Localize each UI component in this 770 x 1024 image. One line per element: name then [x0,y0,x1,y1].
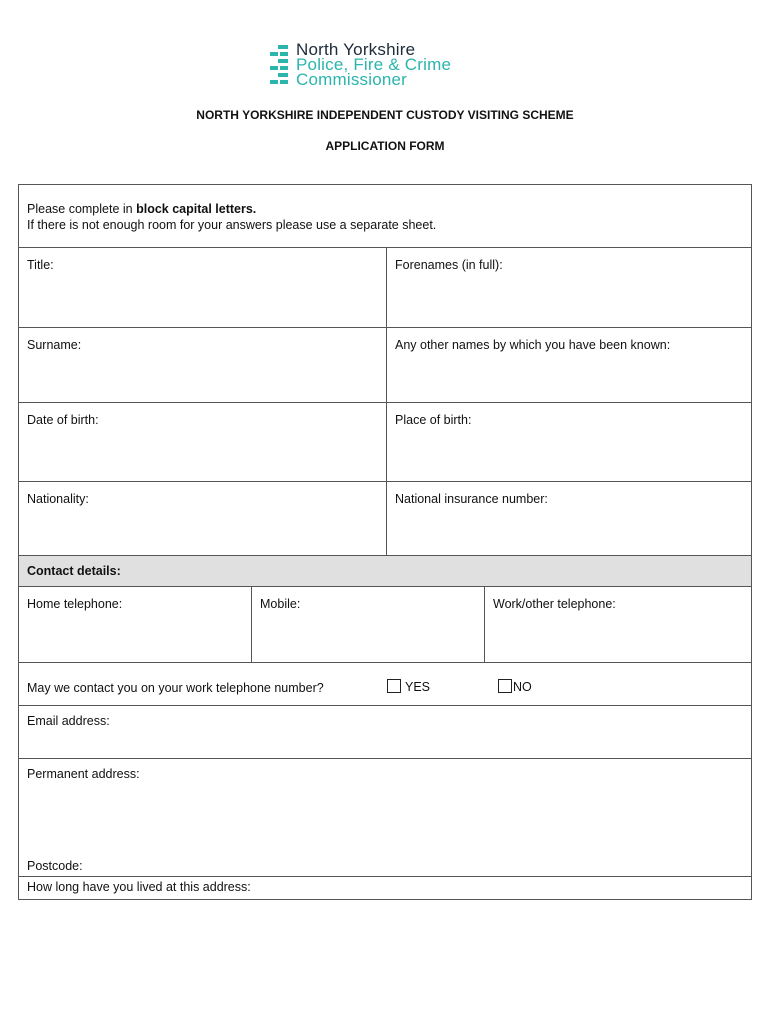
instructions-row [19,185,751,247]
surname-row [19,327,751,402]
logo-line-2: Police, Fire & Crime [296,55,452,74]
mobile-label: Mobile: [260,597,301,611]
nationality-row [19,481,751,555]
name-row [19,247,751,327]
logo-line-3: Commissioner [296,70,408,89]
stacked-bars-logo-icon [268,45,290,89]
duration-label: How long have you lived at this address: [27,880,251,894]
logo [268,42,508,92]
logo-text [296,42,451,87]
dob-label: Date of birth: [27,413,99,427]
pob-label: Place of birth: [395,413,472,427]
work-telephone-field[interactable] [484,587,751,662]
logo-line-1: North Yorkshire [296,40,416,59]
page-title: NORTH YORKSHIRE INDEPENDENT CUSTODY VISITING SCHEME [196,108,574,122]
no-checkbox[interactable] [498,679,512,693]
instructions-bold: block capital letters. [136,202,257,216]
yes-label: YES [405,680,431,694]
ni-number-field[interactable] [386,482,751,555]
work-contact-question [19,663,751,705]
phone-row [19,586,751,662]
address-row [19,758,751,876]
no-option[interactable] [498,679,532,694]
work-telephone-label: Work/other telephone: [493,597,616,611]
yes-option[interactable] [387,679,430,694]
instructions-line-2: If there is not enough room for your answers please use a separate sheet. [27,218,437,232]
email-row [19,705,751,758]
birth-row [19,402,751,481]
contact-heading-row [19,555,751,586]
no-label: NO [513,680,532,694]
duration-field[interactable] [19,877,751,899]
forenames-label: Forenames (in full): [395,258,503,272]
dob-field[interactable] [19,403,386,481]
yes-checkbox[interactable] [387,679,401,693]
application-form [18,184,752,900]
forenames-field[interactable] [386,248,751,327]
title-label: Title: [27,258,54,272]
surname-field[interactable] [19,328,386,402]
ni-number-label: National insurance number: [395,492,548,506]
address-field[interactable] [19,759,751,876]
email-label: Email address: [27,714,110,728]
surname-label: Surname: [27,338,82,352]
nationality-label: Nationality: [27,492,89,506]
address-label: Permanent address: [27,767,140,781]
work-contact-question-text: May we contact you on your work telephone number? [27,681,324,695]
home-telephone-field[interactable] [19,587,251,662]
form-subtitle: APPLICATION FORM [325,139,445,153]
duration-row [19,876,751,899]
nationality-field[interactable] [19,482,386,555]
other-names-field[interactable] [386,328,751,402]
contact-heading: Contact details: [27,564,121,578]
home-telephone-label: Home telephone: [27,597,123,611]
instructions [19,185,751,247]
title-field[interactable] [19,248,386,327]
work-contact-row [19,662,751,705]
pob-field[interactable] [386,403,751,481]
instructions-prefix: Please complete in [27,202,137,216]
email-field[interactable] [19,706,751,758]
other-names-label: Any other names by which you have been known: [395,338,671,352]
postcode-label: Postcode: [27,859,83,873]
mobile-field[interactable] [251,587,484,662]
